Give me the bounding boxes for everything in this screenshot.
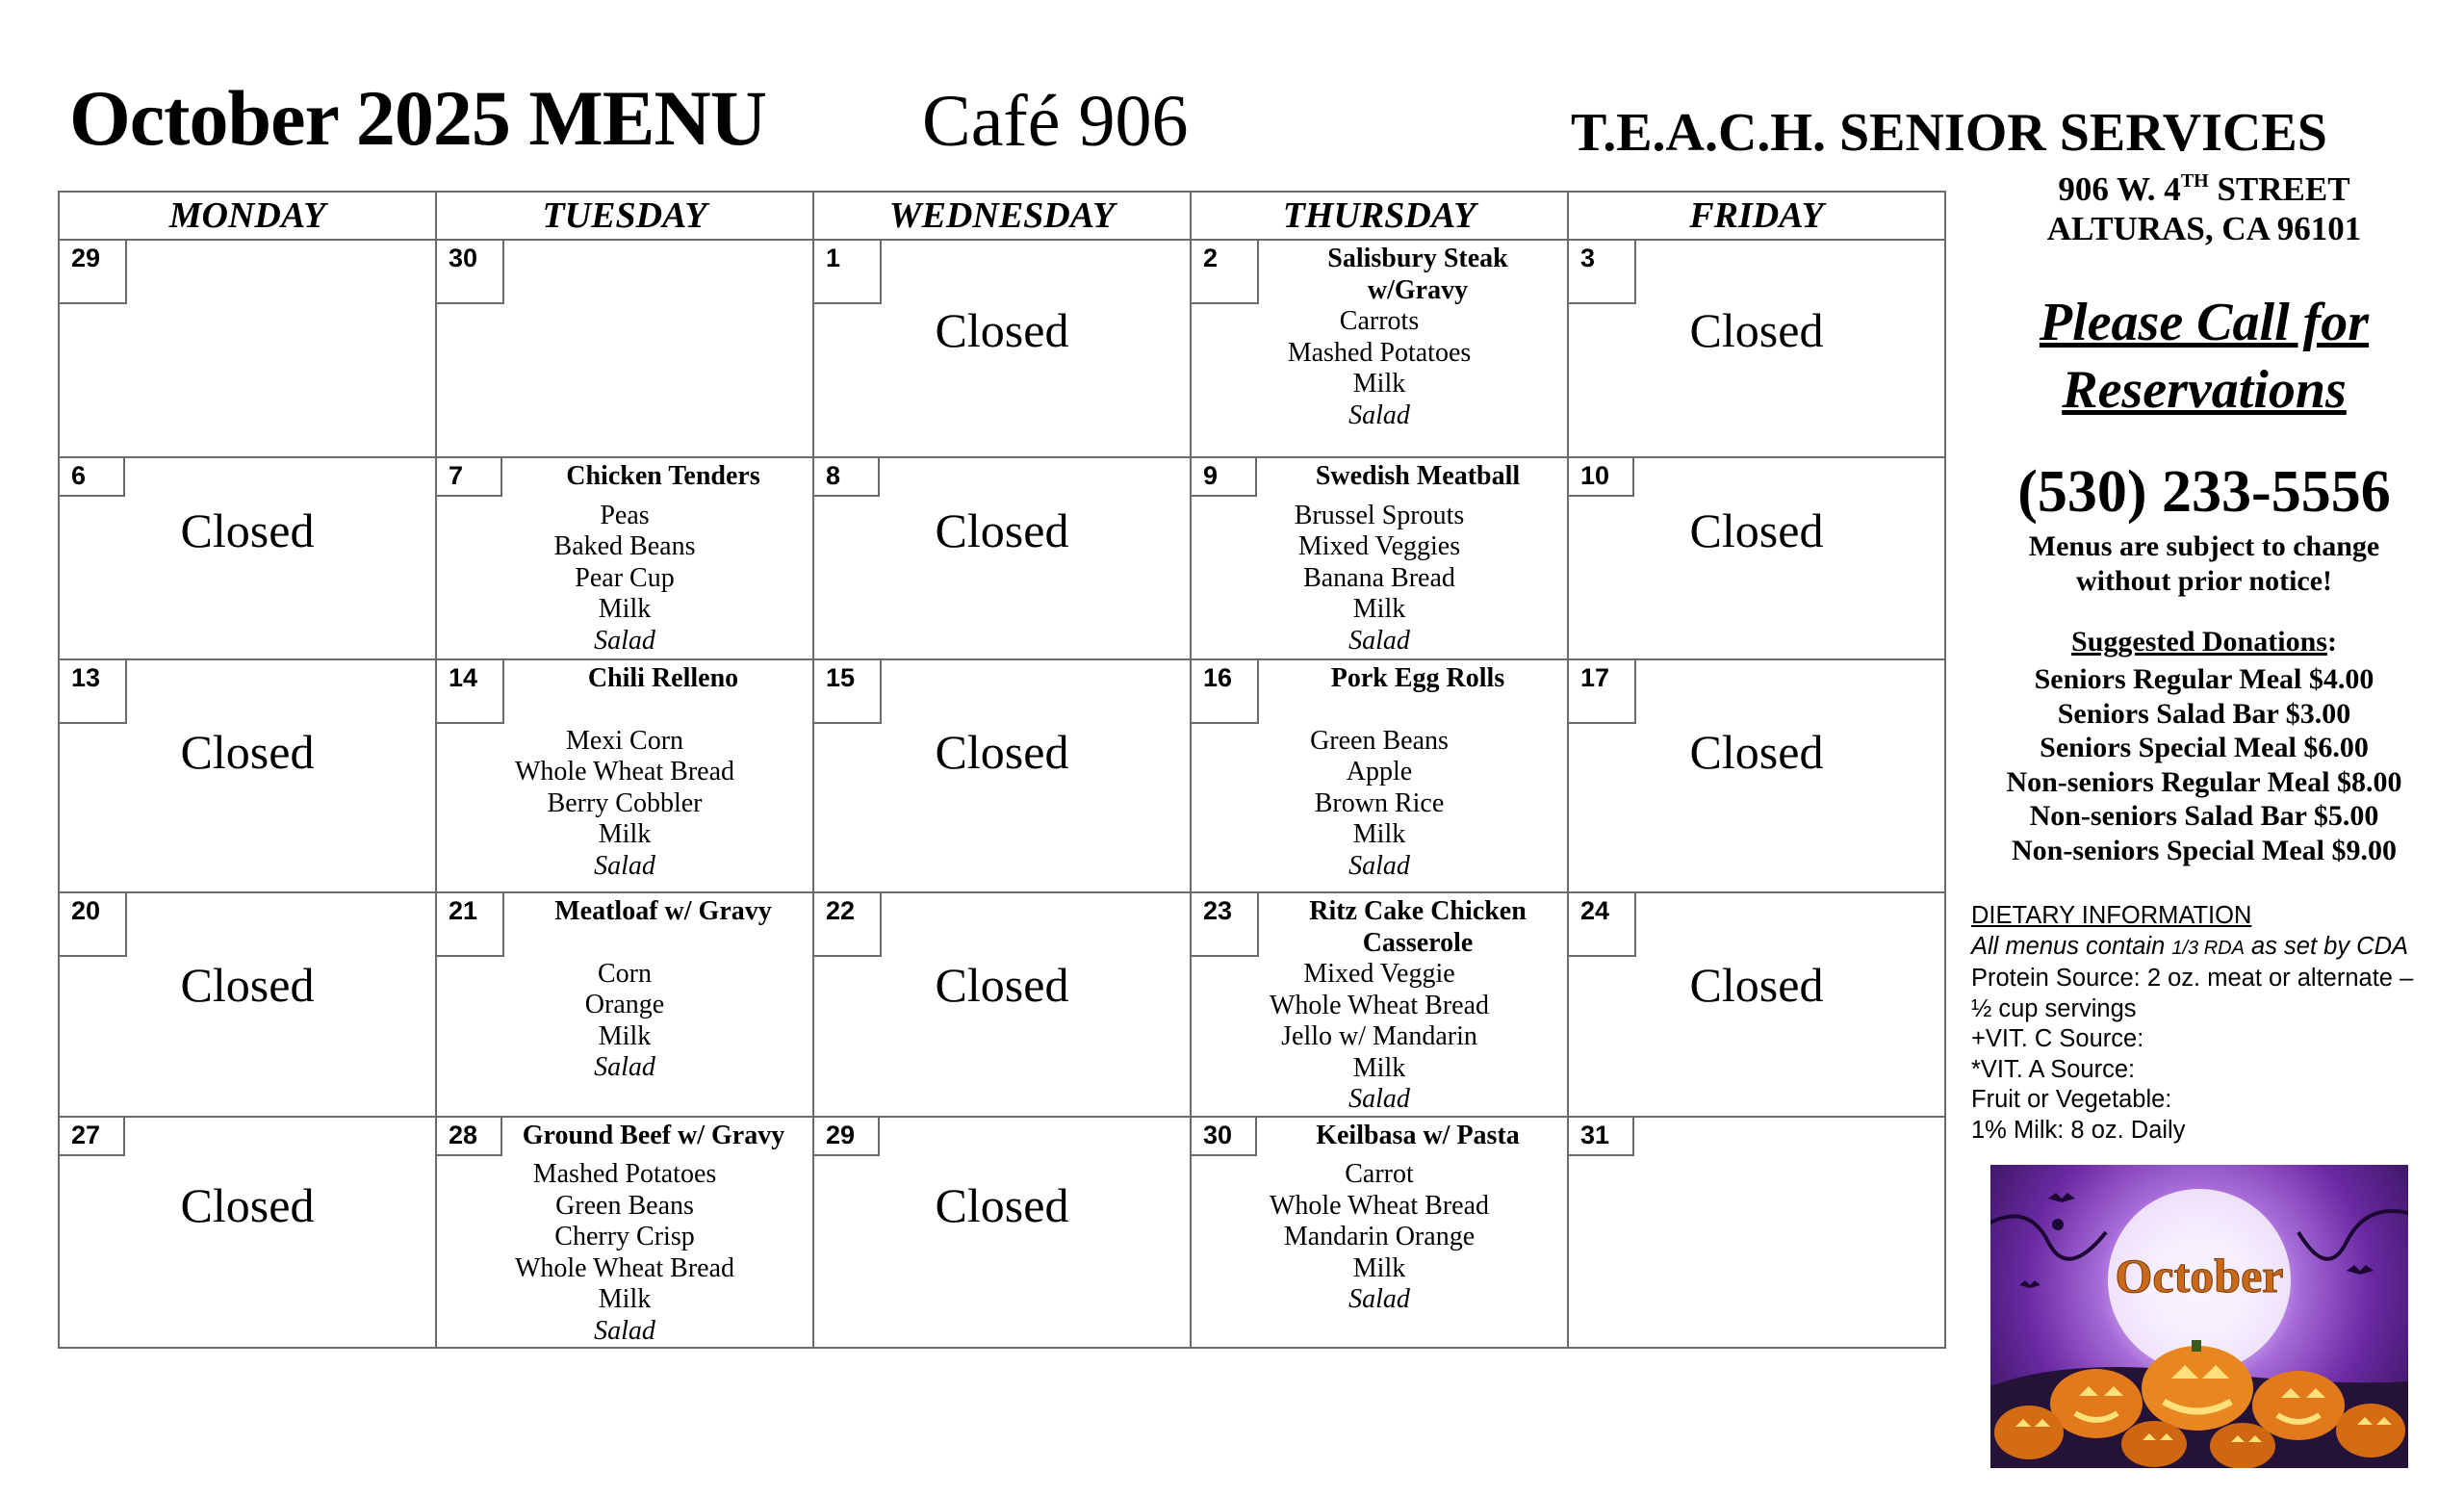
salad-item: Salad [1348, 1284, 1410, 1314]
side-item: Whole Wheat Bread [1269, 990, 1490, 1020]
side-item: Milk [598, 819, 652, 849]
calendar-day-cell [1191, 240, 1568, 457]
side-item: Milk [1352, 819, 1406, 849]
day-number: 28 [437, 1118, 502, 1156]
main-dish: Pork Egg Rolls [1330, 663, 1505, 693]
calendar-week-row [59, 1117, 1945, 1349]
calendar-day-cell [1191, 659, 1568, 892]
menu-title: October 2025 MENU [69, 74, 766, 162]
side-item: Milk [598, 1020, 652, 1051]
calendar-week-row [59, 457, 1945, 659]
calendar-day-cell [1568, 457, 1945, 659]
side-item: Mashed Potatoes [532, 1159, 717, 1189]
calendar-day-cell [1568, 240, 1945, 457]
side-item: Whole Wheat Bread [514, 757, 735, 787]
calendar-day-cell [59, 659, 436, 892]
side-item: Green Beans [1310, 725, 1449, 756]
dietary-line: Protein Source: 2 oz. meat or alternate – ½ cup servings [1971, 965, 2414, 1022]
spider-icon [2052, 1219, 2064, 1230]
salad-item: Salad [1348, 850, 1410, 881]
salad-item: Salad [594, 1052, 655, 1082]
side-item: Milk [598, 1284, 652, 1314]
calendar-week-row [59, 240, 1945, 457]
side-item: Carrot [1345, 1159, 1414, 1189]
pumpkin-icon [2050, 1369, 2143, 1438]
calendar-day-cell [1568, 892, 1945, 1117]
calendar-day-cell [813, 457, 1191, 659]
side-item: Brown Rice [1314, 787, 1445, 818]
day-number: 9 [1192, 458, 1257, 497]
day-number: 3 [1569, 241, 1636, 304]
salad-item: Salad [594, 850, 655, 881]
calendar-day-cell [813, 659, 1191, 892]
salad-item: Salad [594, 625, 655, 656]
side-item: Mixed Veggie [1303, 959, 1455, 989]
pumpkin-icon [2210, 1423, 2275, 1468]
day-number: 31 [1569, 1118, 1634, 1156]
branch-icon [1990, 1216, 2106, 1258]
donation-item: Non-seniors Salad Bar $5.00 [2029, 800, 2379, 832]
day-number: 8 [814, 458, 880, 497]
address-city: ALTURAS, CA 96101 [2046, 210, 2362, 247]
side-item: Carrots [1339, 306, 1420, 336]
day-number: 13 [60, 660, 127, 724]
weekday-header: FRIDAY [1568, 192, 1945, 240]
day-number: 2 [1192, 241, 1259, 304]
reservation-callout: Please Call for Reservations [2039, 293, 2370, 420]
side-item: Berry Cobbler [547, 787, 703, 818]
calendar-day-cell [436, 1117, 813, 1349]
calendar-day-cell [59, 892, 436, 1117]
calendar-day-cell [436, 892, 813, 1117]
main-dish: Swedish Meatball [1315, 461, 1521, 491]
side-item: Baked Beans [553, 531, 696, 561]
closed-label: Closed [180, 725, 315, 779]
cafe-name: Café 906 [922, 81, 1189, 162]
side-item: Milk [1352, 594, 1406, 624]
salad-item: Salad [594, 1315, 655, 1346]
donations-list [1964, 662, 2445, 867]
closed-label: Closed [935, 303, 1069, 357]
bat-icon [2347, 1265, 2374, 1275]
calendar-day-cell [1568, 659, 1945, 892]
main-dish: Meatloaf w/ Gravy [554, 896, 772, 926]
side-item: Mashed Potatoes [1287, 337, 1472, 368]
day-number: 30 [437, 241, 504, 304]
donation-item: Seniors Salad Bar $3.00 [2057, 697, 2351, 730]
side-item: Mandarin Orange [1283, 1222, 1476, 1251]
side-item: Mexi Corn [565, 725, 684, 756]
branch-icon [2298, 1211, 2408, 1259]
october-label: October [2115, 1249, 2284, 1303]
halloween-image [1990, 1165, 2408, 1468]
dietary-note: All menus contain 1/3 RDA as set by CDA [1971, 932, 2409, 960]
day-number: 20 [60, 893, 127, 957]
salad-item: Salad [1348, 400, 1410, 430]
side-item: Corn [598, 958, 652, 989]
main-dish: Salisbury Steak [1327, 244, 1508, 273]
dietary-line: Fruit or Vegetable: [1971, 1086, 2172, 1113]
closed-label: Closed [935, 725, 1069, 779]
halloween-illustration [1990, 1165, 2408, 1468]
pumpkin-icon [2252, 1371, 2345, 1440]
day-number: 21 [437, 893, 504, 957]
dietary-info [1971, 901, 2424, 1146]
closed-label: Closed [180, 1177, 315, 1232]
calendar-day-cell [813, 892, 1191, 1117]
day-number: 29 [814, 1118, 880, 1156]
phone-number: (530) 233-5556 [2017, 459, 2391, 525]
day-number: 30 [1192, 1118, 1257, 1156]
side-item: Whole Wheat Bread [514, 1252, 735, 1283]
weekday-header: MONDAY [59, 192, 436, 240]
closed-label: Closed [935, 503, 1069, 557]
main-dish: w/Gravy [1367, 274, 1469, 305]
pumpkin-icon [2121, 1421, 2187, 1467]
pumpkin-icon [2336, 1404, 2405, 1457]
side-item: Milk [1352, 369, 1406, 399]
day-number: 6 [60, 458, 125, 497]
closed-label: Closed [935, 1177, 1069, 1232]
dietary-line: *VIT. A Source: [1971, 1055, 2136, 1083]
dietary-line: +VIT. C Source: [1971, 1025, 2144, 1052]
side-item: Whole Wheat Bread [1269, 1190, 1490, 1221]
side-item: Pear Cup [575, 562, 675, 593]
side-item: Brussel Sprouts [1294, 500, 1465, 530]
closed-label: Closed [1689, 958, 1824, 1012]
day-number: 27 [60, 1118, 125, 1156]
calendar-day-cell [1191, 1117, 1568, 1349]
day-number: 10 [1569, 458, 1634, 497]
side-item: Peas [600, 500, 650, 530]
calendar-day-cell [59, 457, 436, 659]
calendar-week-row [59, 659, 1945, 892]
main-dish: Keilbasa w/ Pasta [1316, 1120, 1520, 1150]
salad-item: Salad [1348, 625, 1410, 656]
address-street: 906 W. 4TH STREET [2058, 170, 2350, 208]
calendar-day-cell [1568, 1117, 1945, 1349]
donation-item: Non-seniors Special Meal $9.00 [2012, 834, 2397, 866]
menu-calendar [58, 191, 1946, 1349]
side-item: Banana Bread [1303, 562, 1455, 593]
closed-label: Closed [935, 958, 1069, 1012]
change-notice: Menus are subject to change without prior notice! [2028, 530, 2380, 597]
day-number: 16 [1192, 660, 1259, 724]
calendar-day-cell [813, 240, 1191, 457]
dietary-line: 1% Milk: 8 oz. Daily [1971, 1116, 2186, 1144]
day-number: 15 [814, 660, 882, 724]
closed-label: Closed [1689, 503, 1824, 557]
bat-icon [2048, 1193, 2075, 1202]
main-dish: Casserole [1362, 927, 1474, 958]
day-number: 23 [1192, 893, 1259, 957]
closed-label: Closed [180, 958, 315, 1012]
weekday-header-row [59, 192, 1945, 240]
side-item: Milk [1352, 1252, 1406, 1283]
day-number: 1 [814, 241, 882, 304]
main-dish: Ground Beef w/ Gravy [522, 1120, 785, 1150]
calendar-day-cell [59, 1117, 436, 1349]
weekday-header: WEDNESDAY [813, 192, 1191, 240]
weekday-header: THURSDAY [1191, 192, 1568, 240]
side-item: Milk [1352, 1052, 1406, 1083]
dietary-heading: DIETARY INFORMATION [1971, 902, 2252, 929]
organization-name: T.E.A.C.H. SENIOR SERVICES [1571, 103, 2327, 163]
day-number: 17 [1569, 660, 1636, 724]
side-item: Jello w/ Mandarin [1281, 1021, 1477, 1051]
side-item: Green Beans [555, 1190, 694, 1221]
salad-item: Salad [1348, 1084, 1410, 1114]
side-item: Mixed Veggies [1297, 531, 1461, 561]
calendar-day-cell [1191, 457, 1568, 659]
closed-label: Closed [180, 503, 315, 557]
bat-icon [2019, 1280, 2040, 1288]
day-number: 24 [1569, 893, 1636, 957]
donation-item: Seniors Special Meal $6.00 [2040, 732, 2369, 763]
donation-item: Seniors Regular Meal $4.00 [2034, 663, 2374, 695]
donations-heading: Suggested Donations: [2071, 626, 2337, 658]
side-item: Milk [598, 594, 652, 624]
day-number: 14 [437, 660, 504, 724]
pumpkin-icon [1994, 1406, 2064, 1459]
side-item: Cherry Crisp [554, 1222, 695, 1251]
calendar-day-cell [1191, 892, 1568, 1117]
donation-item: Non-seniors Regular Meal $8.00 [2006, 765, 2402, 798]
closed-label: Closed [1689, 725, 1824, 779]
calendar-day-cell [436, 240, 813, 457]
day-number: 22 [814, 893, 882, 957]
main-dish: Chili Relleno [587, 663, 739, 693]
side-item: Orange [584, 990, 665, 1019]
day-number: 29 [60, 241, 127, 304]
side-item: Apple [1346, 757, 1413, 787]
calendar-week-row [59, 892, 1945, 1117]
calendar-day-cell [813, 1117, 1191, 1349]
main-dish: Chicken Tenders [566, 461, 760, 491]
calendar-day-cell [436, 457, 813, 659]
weekday-header: TUESDAY [436, 192, 813, 240]
day-number: 7 [437, 458, 502, 497]
main-dish: Ritz Cake Chicken [1309, 896, 1527, 926]
calendar-day-cell [436, 659, 813, 892]
calendar-day-cell [59, 240, 436, 457]
closed-label: Closed [1689, 303, 1824, 357]
